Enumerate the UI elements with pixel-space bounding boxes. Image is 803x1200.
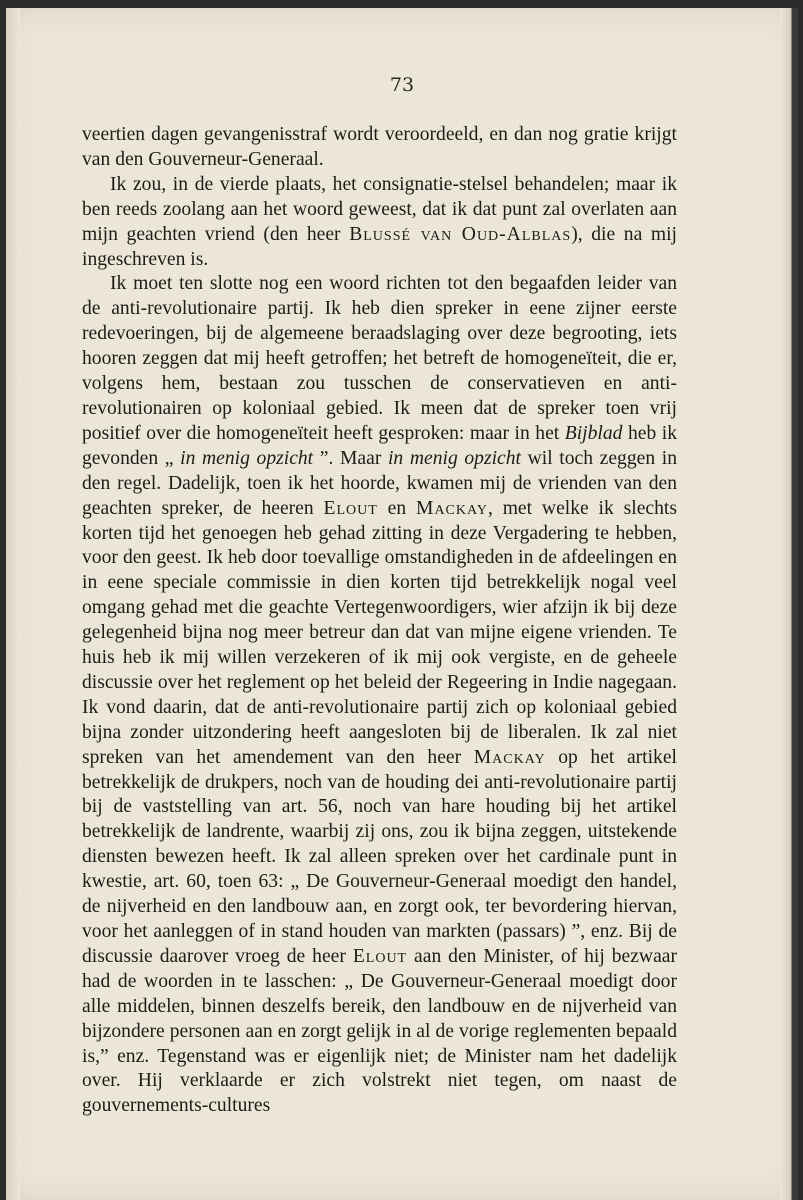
- paragraph-text: heb ik gevonden „: [82, 422, 678, 469]
- paragraph-text: op het artikel betrekkelijk de drukpers, noch van de houding dei anti-revolutionaire partij bij de vaststelling van art. 56, noch van hare houding bij het artikel betrekkelijk de landrente, waarbij zij ons, zou ik bijna zeggen, uitstekende diensten bewezen heeft. Ik zal alleen spreken over het cardinale punt in kwestie, art. 60, toen 63: „ De Gouverneur-Generaal moedigt den handel, de nijverheid en den landbouw aan, en zorgt ook, ter bevordering hiervan, voor het aanleggen of in stand houden van markten (passars) ”, enz. Bij de discussie daarover vroeg de heer: [82, 746, 677, 967]
- body-text: [82, 123, 677, 1119]
- italic-term: Bijblad: [564, 422, 623, 444]
- person-name: Elout: [352, 945, 408, 967]
- paragraph-text: Ik zou, in de vierde plaats, het consignatie-stelsel behandelen; maar ik ben reeds zoolang aan het woord geweest, dat ik dat punt zal overlaten aan mijn geachten vriend (den heer: [82, 173, 677, 245]
- italic-term: in menig opzicht: [387, 447, 521, 469]
- paragraph-text: ), die na mij ingeschreven is.: [82, 223, 678, 270]
- page-edge: [780, 8, 798, 1200]
- person-name: Elout: [323, 497, 378, 519]
- paragraph-continued: veertien dagen gevangenisstraf wordt veroordeeld, en dan nog gratie krijgt van den Gouverneur-Generaal.: [82, 124, 677, 170]
- paragraph-text: , met welke ik slechts korten tijd het genoegen heb gehad zitting in deze Vergadering te hebben, voor den geest. Ik heb door toevallige omstandigheden in de afdeelingen en in eene speciale commissie in dien korten tijd betrekkelijk nogal veel omgang gehad met die geachte Vertegenwoordigers, wier afzijn ik bij deze gelegenheid bijna nog meer betreur dan dat van mijne eigene vrienden. Te huis heb ik mij willen verzekeren of ik mij ook vergiste, en de geheele discussie over het reglement op het beleid der Regeering in Indie nagegaan. Ik vond daarin, dat de anti-revolutionaire partij zich op koloniaal gebied bijna zonder uitzondering heeft aangesloten bij de liberalen. Ik zal niet spreken van het amendement van den heer: [82, 497, 677, 768]
- page-gutter: [6, 8, 20, 1200]
- paragraph-text: en: [377, 497, 417, 519]
- paragraph-text: ”. Maar: [313, 447, 388, 469]
- person-name: Blussé van Oud-Alblas: [349, 223, 572, 245]
- book-page: [6, 8, 798, 1200]
- paragraph-text: wil toch zeggen in den regel. Dadelijk, toen ik het hoorde, kwamen mij de vrienden van den geachten spreker, de heeren: [82, 447, 678, 519]
- person-name: Mackay: [416, 497, 488, 519]
- paragraph-text: aan den Minister, of hij bezwaar had de woorden in te lasschen: „ De Gouverneur-Generaal moedigt door alle middelen, binnen deszelfs bereik, den landbouw en de nijverheid van bijzondere personen aan en zorgt gelijk in al de vorige reglementen bepaald is,” enz. Tegenstand was er eigenlijk niet; de Minister nam het dadelijk over. Hij verklaarde er zich volstrekt niet tegen, om naast de gouvernements-cultures: [82, 945, 678, 1117]
- page-number: 73: [389, 74, 415, 96]
- paragraph-anti-revolutionaire: [82, 272, 677, 1119]
- italic-term: in menig opzicht: [180, 447, 314, 469]
- person-name: Mackay: [473, 746, 546, 768]
- paragraph-consignatie: [82, 173, 677, 273]
- paragraph-text: Ik moet ten slotte nog een woord richten tot den begaafden leider van de anti-revolutionaire partij. Ik heb dien spreker in eene zijner eerste redevoeringen, bij de algemeene beraadslaging over deze begrooting, iets hooren zeggen dat mij heeft getroffen; het betreft de homogeneïteit, die er, volgens hem, bestaan zou tusschen de conservatieven en anti-revolutionairen op koloniaal gebied. Ik meen dat de spreker toen vrij positief over die homogeneïteit heeft gesproken: maar in het: [82, 273, 677, 444]
